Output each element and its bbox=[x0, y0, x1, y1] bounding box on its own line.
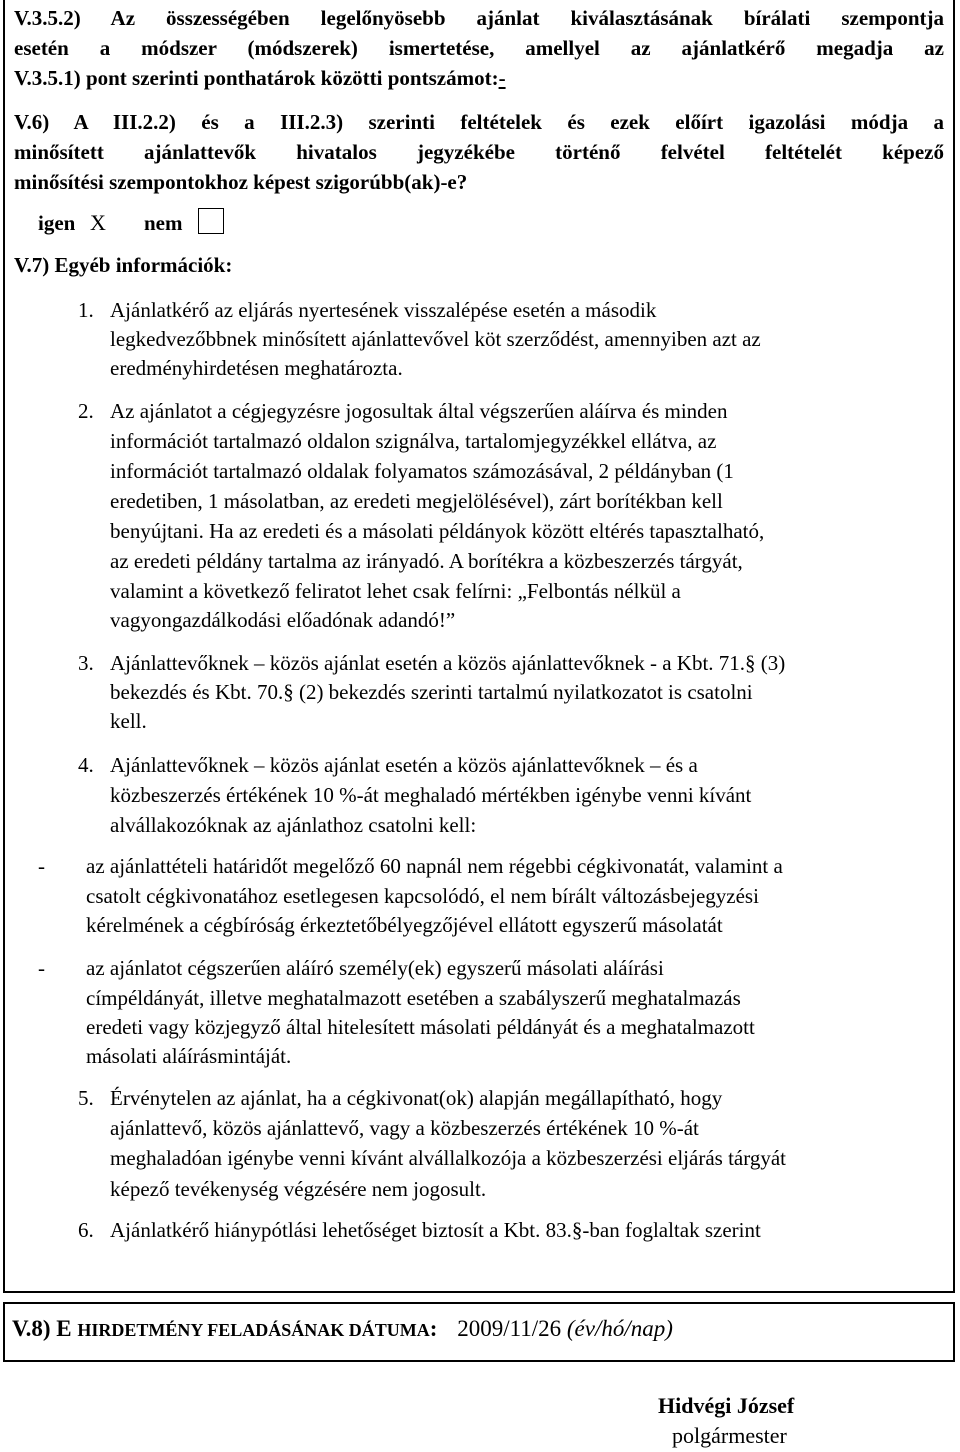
item-1-line-2: legkedvezőbbnek minősített ajánlattevővel köt szerződést, amennyiben azt az bbox=[110, 327, 761, 351]
item-3-line-3: kell. bbox=[110, 709, 147, 733]
signature-title: polgármester bbox=[672, 1423, 787, 1448]
v352-answer: - bbox=[498, 66, 506, 90]
dash-1-line-1: az ajánlattételi határidőt megelőző 60 napnál nem régebbi cégkivonatát, valamint a bbox=[86, 854, 783, 878]
dash-2-line-1: az ajánlatot cégszerűen aláíró személy(ek) egyszerű másolati aláírási bbox=[86, 956, 664, 980]
item-6-line-1: Ajánlatkérő hiánypótlási lehetőséget biztosít a Kbt. 83.§-ban foglaltak szerint bbox=[110, 1218, 761, 1242]
no-checkbox[interactable] bbox=[198, 208, 224, 234]
item-5-line-2: ajánlattevő, közös ajánlattevő, vagy a közbeszerzés értékének 10 %-át bbox=[110, 1116, 699, 1140]
item-4-line-3: alvállakozóknak az ajánlathoz csatolni kell: bbox=[110, 813, 477, 837]
signature-name: Hidvégi József bbox=[658, 1393, 795, 1418]
item-2-line-6: az eredeti példány tartalma az irányadó. A borítékra a közbeszerzés tárgyát, bbox=[110, 549, 743, 573]
dash-1-line-3: kérelmének a cégbíróság érkeztetőbélyegzőjével ellátott egyszerű másolatát bbox=[86, 913, 723, 937]
v6-line-1: V.6) A III.2.2) és a III.2.3) szerinti feltételek és ezek előírt igazolási módja a bbox=[14, 110, 944, 134]
dash-2-line-2: címpéldányát, illetve meghatalmazott esetében a szabályszerű meghatalmazás bbox=[86, 986, 741, 1010]
item-3-number: 3. bbox=[78, 651, 94, 675]
item-5-line-4: képező tevékenység végzésére nem jogosult. bbox=[110, 1177, 487, 1201]
yes-label: igen bbox=[38, 211, 76, 235]
item-1-number: 1. bbox=[78, 298, 94, 322]
item-5-line-3: meghaladóan igénybe venni kívánt alvállalkozója a közbeszerzési eljárás tárgyát bbox=[110, 1146, 786, 1170]
dash-2-marker: - bbox=[38, 956, 45, 980]
item-2-line-3: információt tartalmazó oldalak folyamatos számozásával, 2 példányban (1 bbox=[110, 459, 734, 483]
item-2-line-1: Az ajánlatot a cégjegyzésre jogosultak által végszerűen aláírva és minden bbox=[110, 399, 728, 423]
v8-date-line bbox=[12, 1314, 673, 1345]
v8-colon: : bbox=[429, 1316, 438, 1341]
item-2-line-2: információt tartalmazó oldalon szignálva, tartalomjegyzékkel ellátva, az bbox=[110, 429, 717, 453]
v8-label: HIRDETMÉNY FELADÁSÁNAK DÁTUMA bbox=[77, 1320, 430, 1340]
dash-2-line-4: másolati aláírásmintáját. bbox=[86, 1044, 292, 1068]
dash-1-marker: - bbox=[38, 854, 45, 878]
yes-mark: X bbox=[90, 210, 106, 235]
item-2-line-8: vagyongazdálkodási előadónak adandó!” bbox=[110, 608, 456, 632]
item-1-line-1: Ajánlatkérő az eljárás nyertesének visszalépése esetén a második bbox=[110, 298, 657, 322]
item-5-number: 5. bbox=[78, 1086, 94, 1110]
item-2-line-5: benyújtani. Ha az eredeti és a másolati példányok között eltérés tapasztalható, bbox=[110, 519, 765, 543]
v352-line-1: V.3.5.2) Az összességében legelőnyösebb ajánlat kiválasztásának bírálati szempontja bbox=[14, 6, 944, 30]
item-3-line-1: Ajánlattevőknek – közös ajánlat esetén a közös ajánlattevőknek - a Kbt. 71.§ (3) bbox=[110, 651, 786, 675]
dash-2-line-3: eredeti vagy közjegyző által hitelesített másolati példányát és a meghatalmazott bbox=[86, 1015, 755, 1039]
item-4-number: 4. bbox=[78, 753, 94, 777]
v352-line-3-text: V.3.5.1) pont szerinti ponthatárok közötti pontszámot: bbox=[14, 66, 499, 90]
v352-line-3 bbox=[14, 63, 506, 93]
no-label: nem bbox=[144, 211, 183, 235]
v7-heading: V.7) Egyéb információk: bbox=[14, 253, 233, 277]
item-6-number: 6. bbox=[78, 1218, 94, 1242]
item-3-line-2: bekezdés és Kbt. 70.§ (2) bekezdés szerinti tartalmú nyilatkozatot is csatolni bbox=[110, 680, 753, 704]
v8-date: 2009/11/26 bbox=[457, 1316, 562, 1341]
v8-prefix: V.8) E bbox=[12, 1316, 72, 1341]
v8-date-format: (év/hó/nap) bbox=[566, 1316, 673, 1341]
item-5-line-1: Érvénytelen az ajánlat, ha a cégkivonat(ok) alapján megállapítható, hogy bbox=[110, 1086, 723, 1110]
v6-line-3: minősítési szempontokhoz képest szigorúbb(ak)-e? bbox=[14, 170, 468, 194]
item-2-line-4: eredetiben, 1 másolatban, az eredeti megjelölésével), zárt borítékban kell bbox=[110, 489, 723, 513]
item-4-line-2: közbeszerzés értékének 10 %-át meghaladó mértékben igénybe venni kívánt bbox=[110, 783, 752, 807]
item-2-line-7: valamint a következő feliratot lehet csak felírni: „Felbontás nélkül a bbox=[110, 579, 681, 603]
item-1-line-3: eredményhirdetésen meghatározta. bbox=[110, 356, 403, 380]
item-2-number: 2. bbox=[78, 399, 94, 423]
dash-1-line-2: csatolt cégkivonatához esetlegesen kapcsolódó, el nem bírált változásbejegyzési bbox=[86, 884, 759, 908]
v352-line-2: esetén a módszer (módszerek) ismertetése, amellyel az ajánlatkérő megadja az bbox=[14, 36, 944, 60]
v6-line-2: minősített ajánlattevők hivatalos jegyzékébe történő felvétel feltételét képező bbox=[14, 140, 944, 164]
item-4-line-1: Ajánlattevőknek – közös ajánlat esetén a közös ajánlattevőknek – és a bbox=[110, 753, 698, 777]
